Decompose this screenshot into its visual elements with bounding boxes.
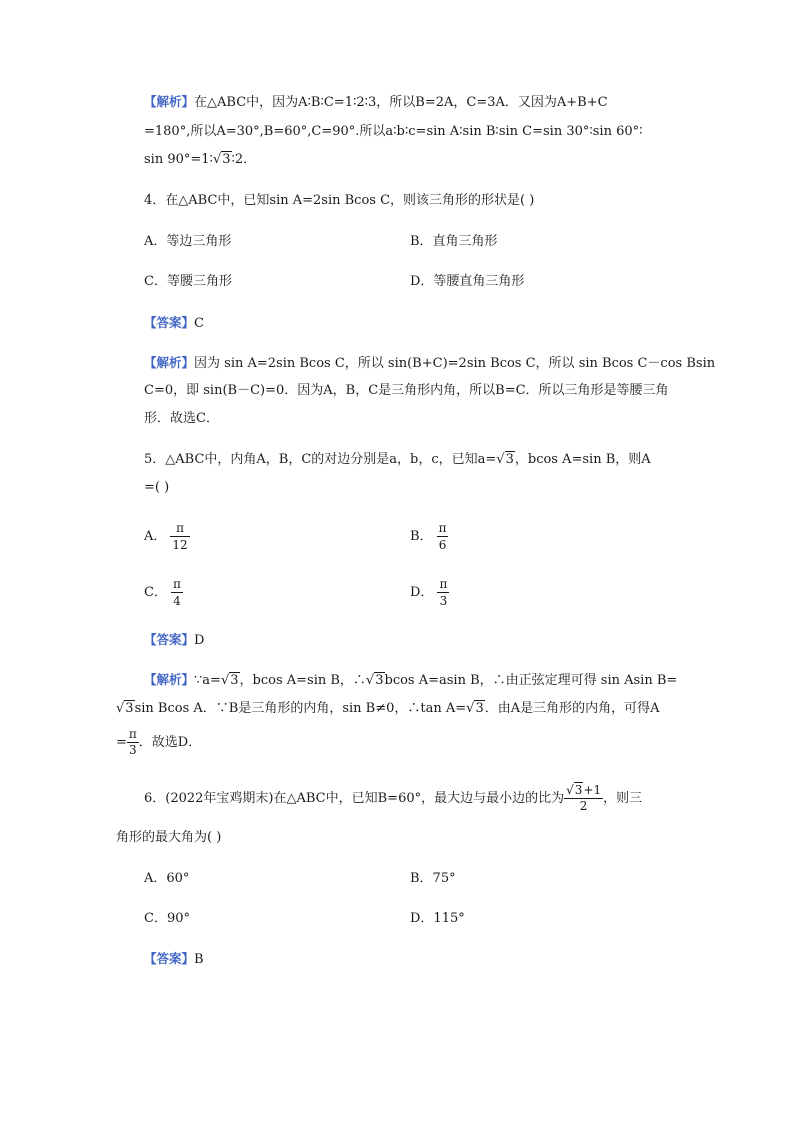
q5-answer: 【答案】D: [144, 632, 205, 648]
q6-option-a: A．60°: [144, 871, 190, 886]
question-5-stem-line-2: =( ): [144, 480, 170, 495]
q4-analysis-line-2: C=0，即 sin(B－C)=0．因为A，B，C是三角形内角，所以B=C．所以三角形是等腰三角: [144, 383, 669, 398]
question-4-stem: 4．在△ABC中，已知sin A=2sin Bcos C，则该三角形的形状是( ): [144, 193, 535, 208]
q5-option-b: B． $\frac{\pi}{6}$: [410, 521, 447, 552]
q5-option-d: D． $\frac{\pi}{3}$: [410, 577, 448, 608]
q4-answer: 【答案】C: [144, 315, 204, 331]
sqrt-symbol: √3: [212, 152, 231, 167]
q4-analysis-line-1: 【解析】因为 sin A=2sin Bcos C，所以 sin(B+C)=2sin Bcos C，所以 sin Bcos C－cos Bsin: [144, 355, 716, 371]
question-5-stem-line-1: 5．△ABC中，内角A，B，C的对边分别是a，b，c，已知a=√3，bcos A=sin B，则A: [144, 452, 651, 467]
q5-analysis-line-2: √3sin Bcos A．∵B是三角形的内角，sin B≠0，∴tan A=√3．由A是三角形的内角，可得A: [116, 701, 660, 716]
q5-option-c: C． $\frac{\pi}{4}$: [144, 577, 181, 608]
analysis-3-line-2: =180°,所以A=30°,B=60°,C=90°.所以a∶b∶c=sin A∶sin B∶sin C=sin 30°∶sin 60°∶: [144, 124, 643, 139]
analysis-tag: 【解析】: [144, 94, 195, 109]
q5-analysis-line-3: = $\frac{\pi}{3}$ ．故选D．: [116, 727, 202, 757]
q5-option-a: A． $\frac{\pi}{12}$: [144, 521, 188, 552]
question-6-stem-line-2: 角形的最大角为( ): [116, 830, 222, 845]
q5-analysis-line-1: 【解析】∵a=√3，bcos A=sin B，∴√3bcos A=asin B，∴由正弦定理可得 sin Asin B=: [144, 672, 678, 688]
q6-option-c: C．90°: [144, 911, 190, 926]
q4-analysis-line-3: 形．故选C．: [144, 411, 219, 426]
q4-option-b: B．直角三角形: [410, 234, 498, 249]
q4-option-a: A．等边三角形: [144, 234, 232, 249]
question-6-stem-line-1: 6．(2022年宝鸡期末)在△ABC中，已知B=60°，最大边与最小边的比为 $\frac{√3+1}{2}$ ，则三: [144, 783, 643, 813]
q6-option-d: D．115°: [410, 911, 465, 926]
q6-answer: 【答案】B: [144, 951, 204, 967]
analysis-3-line-1: 【解析】在△ABC中，因为A∶B∶C=1∶2∶3，所以B=2A，C=3A．又因为A+B+C: [144, 94, 608, 110]
q4-option-d: D．等腰直角三角形: [410, 274, 525, 289]
q4-option-c: C．等腰三角形: [144, 274, 232, 289]
analysis-3-line-3: sin 90°=1∶√3∶2．: [144, 150, 256, 170]
q6-option-b: B．75°: [410, 871, 456, 886]
